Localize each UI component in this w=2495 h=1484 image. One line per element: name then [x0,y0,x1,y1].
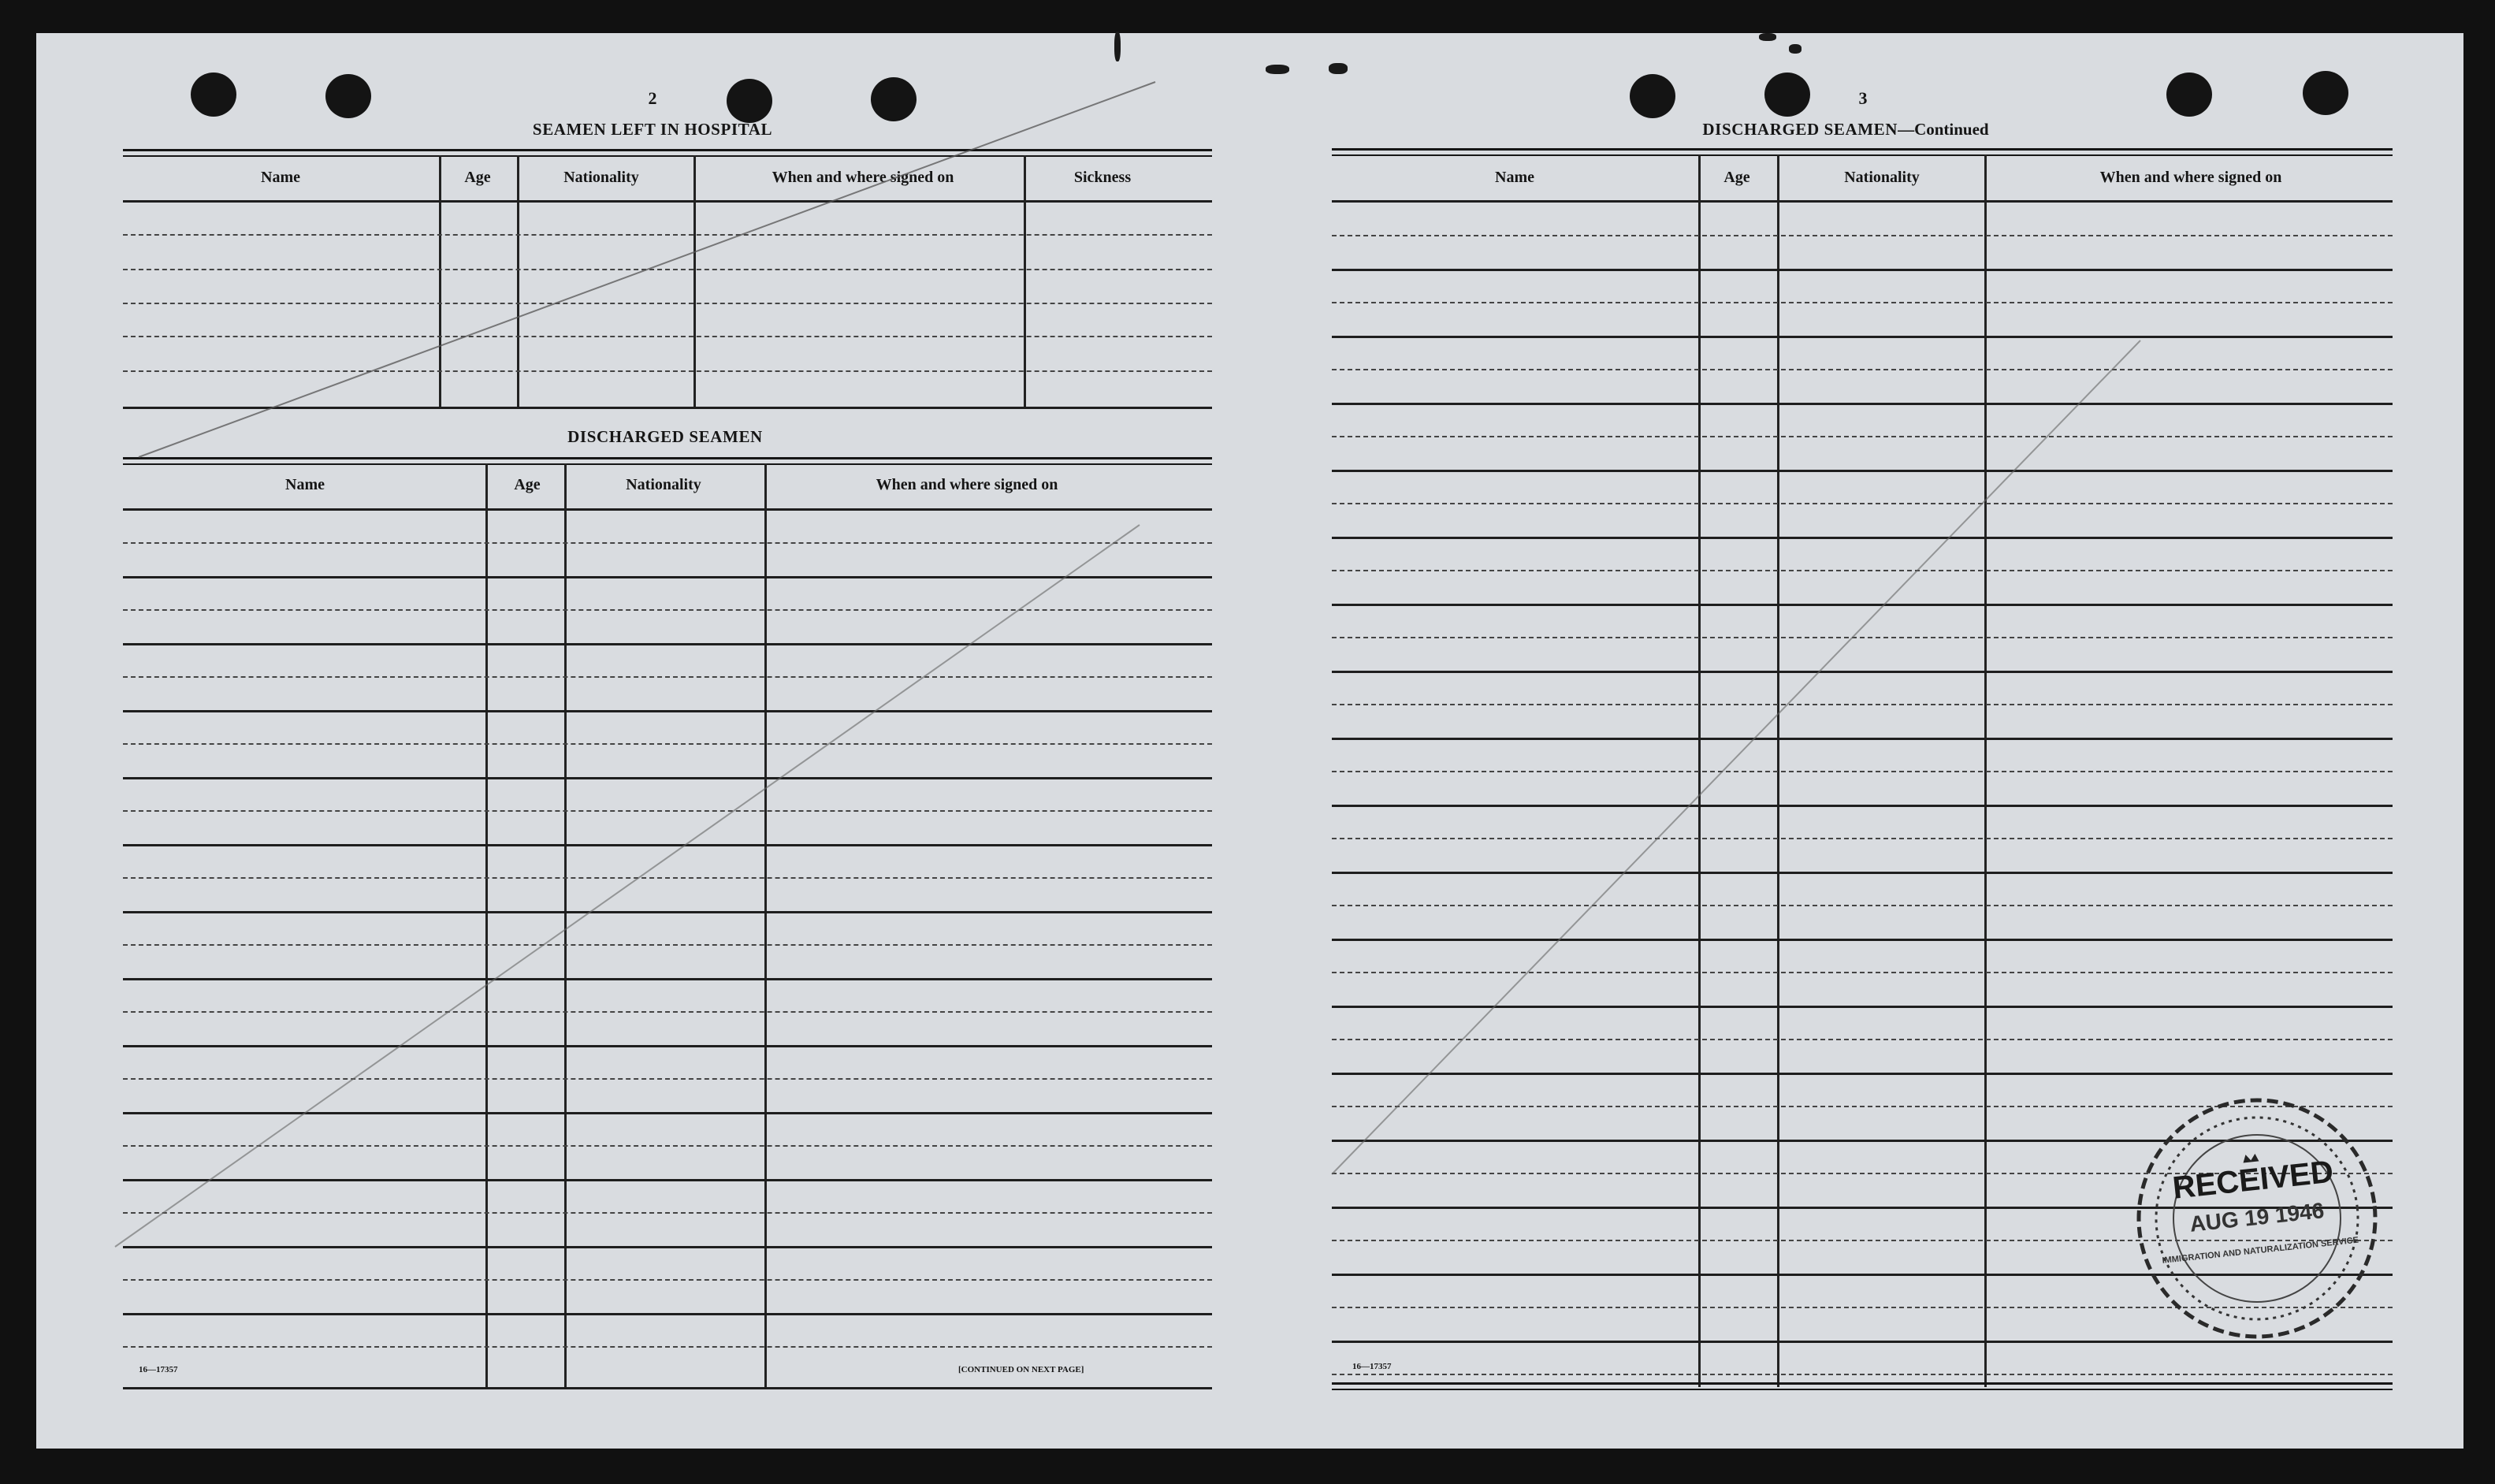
stamp-date: AUG 19 1946 [2188,1198,2326,1237]
column-header-signed-on: When and where signed on [772,169,954,186]
document-sheet [36,33,2463,1449]
column-header-nationality: Nationality [1844,169,1920,186]
page-number: 3 [1858,88,1868,108]
pencil-cancel-line [139,82,1155,457]
page-number: 2 [648,88,657,108]
form-number: 16—17357 [139,1365,178,1374]
crown-icon [2242,1153,2259,1162]
column-header-nationality: Nationality [563,169,639,186]
pencil-cancel-line [1332,340,2140,1174]
column-header-signed-on: When and where signed on [2099,169,2282,186]
column-header-nationality: Nationality [626,476,701,493]
pencil-cancel-line [115,525,1140,1247]
column-header-age: Age [1723,169,1750,186]
column-header-name: Name [285,476,325,493]
column-header-sickness: Sickness [1073,169,1132,186]
form-number: 16—17357 [1352,1362,1392,1371]
section-title-discharged: DISCHARGED SEAMEN [567,427,763,446]
column-header-name: Name [261,169,300,186]
pencil-strokes [36,33,2463,1449]
section-title-text: DISCHARGED SEAMEN [1702,120,1898,139]
continued-suffix: —Continued [1898,120,1989,139]
continued-note: [CONTINUED ON NEXT PAGE] [958,1365,1084,1374]
column-header-age: Age [514,476,541,493]
stamp-received-text: RECEIVED [2170,1154,2335,1206]
section-title-hospital: SEAMEN LEFT IN HOSPITAL [532,120,773,139]
received-stamp [2127,1088,2387,1348]
column-header-name: Name [1495,169,1534,186]
stamp-agency: IMMIGRATION AND NATURALIZATION SERVICE [2162,1235,2359,1266]
column-header-age: Age [464,169,491,186]
column-header-signed-on: When and where signed on [876,476,1058,493]
